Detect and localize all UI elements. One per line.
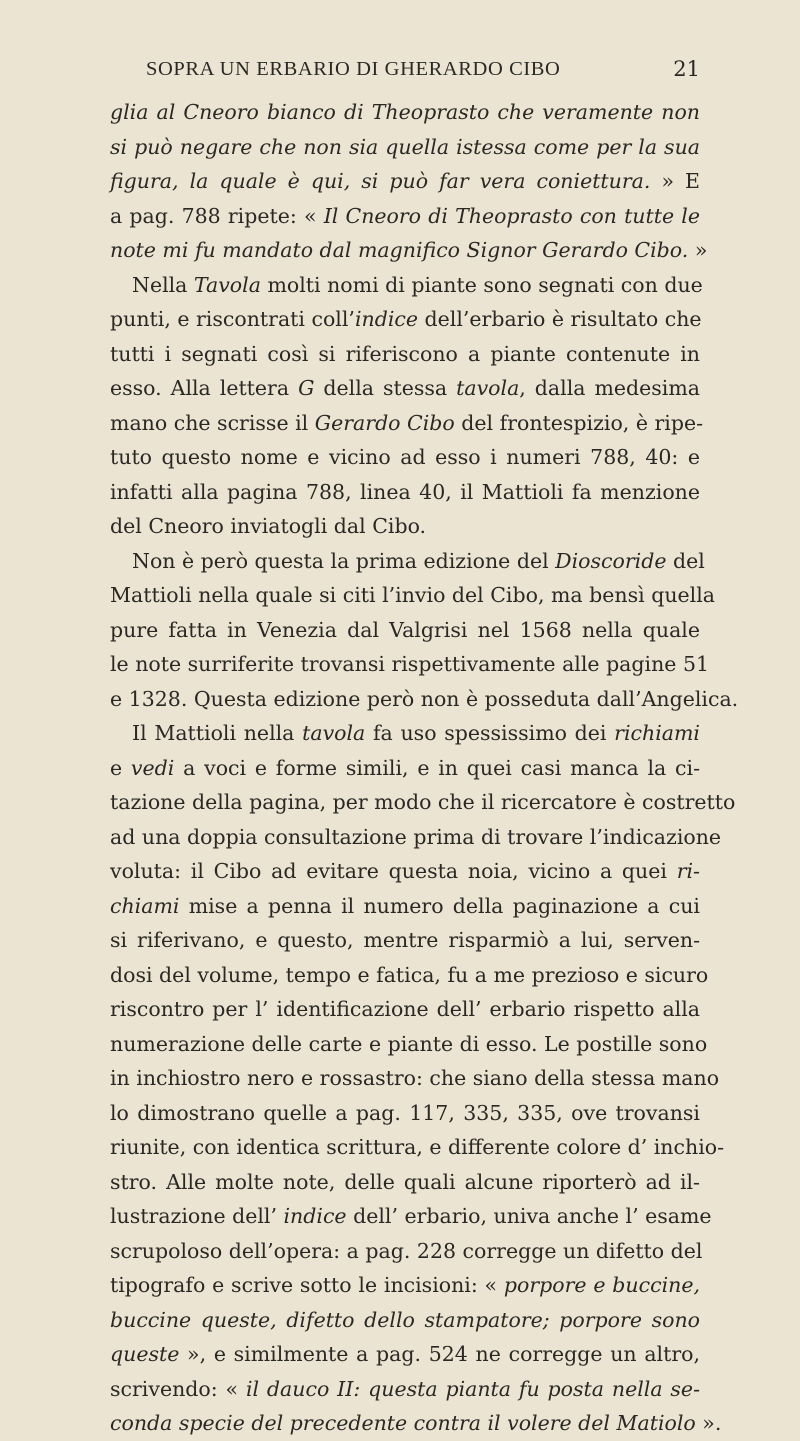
text-segment: del xyxy=(666,548,705,573)
text-segment: Il Mattioli nella xyxy=(132,721,303,745)
text-segment: infatti alla pagina 788, linea 40, il Mattioli fa menzione xyxy=(110,479,700,504)
text-line xyxy=(110,889,700,924)
italic-text-segment: buccine queste, difetto dello stampatore; porpore sono xyxy=(110,1307,700,1332)
text-line xyxy=(110,371,700,406)
text-segment: le note surriferite trovansi rispettivamente alle pagine 51 xyxy=(110,652,710,676)
text-line xyxy=(110,958,709,993)
text-line xyxy=(110,820,722,855)
text-segment: punti, e riscontrati coll’ xyxy=(110,307,355,331)
italic-text-segment: figura, la quale è qui, si può far vera coniettura. xyxy=(110,169,651,193)
text-segment: stro. Alle molte note, delle quali alcune riporterò ad il- xyxy=(110,1169,700,1194)
page-number: 21 xyxy=(673,57,700,81)
text-segment: Mattioli nella quale si citi l’invio del Cibo, ma bensì quella xyxy=(110,583,716,607)
text-segment: mano che scrisse il xyxy=(110,410,315,435)
text-segment: » xyxy=(688,238,708,262)
running-head-title: SOPRA UN ERBARIO DI GHERARDO CIBO xyxy=(146,58,561,80)
text-segment: voluta: il Cibo ad evitare questa noia, vicino a quei xyxy=(110,859,677,883)
text-segment: tutti i segnati così si riferiscono a piante contenute in xyxy=(110,341,700,366)
text-segment: lustrazione dell’ xyxy=(110,1204,284,1228)
text-line xyxy=(110,1268,700,1303)
text-line xyxy=(110,406,704,441)
text-segment: in inchiostro nero e rossastro: che siano della stessa mano xyxy=(110,1066,720,1090)
text-line xyxy=(110,1027,708,1062)
italic-text-segment: queste xyxy=(110,1342,180,1366)
italic-text-segment: Il Cneoro di Theoprasto con tutte le xyxy=(323,203,700,228)
text-segment: pure fatta in Venezia dal Valgrisi nel 1568 nella quale xyxy=(110,617,700,642)
italic-text-segment: note mi fu mandato dal magnifico Signor Gerardo Cibo. xyxy=(110,238,689,262)
text-segment: tuto questo nome e vicino ad esso i numeri 788, 40: e xyxy=(110,445,700,469)
italic-text-segment: si può negare che non sia quella istessa come per la sua xyxy=(110,134,700,159)
text-segment: tipografo e scrive sotto le incisioni: « xyxy=(110,1273,504,1297)
text-line xyxy=(110,1372,700,1407)
text-line xyxy=(110,854,700,889)
italic-text-segment: Dioscoride xyxy=(555,548,667,573)
text-line xyxy=(110,992,700,1027)
text-line xyxy=(110,1406,722,1441)
italic-text-segment: il dauco II: questa pianta fu posta nella se- xyxy=(245,1376,700,1401)
text-line xyxy=(110,1199,712,1234)
text-segment: e 1328. Questa edizione però non è posseduta dall’Angelica. xyxy=(110,686,739,711)
text-line xyxy=(110,647,710,682)
text-line xyxy=(110,923,700,958)
text-line xyxy=(110,751,700,786)
text-segment: del Cneoro inviatogli dal Cibo. xyxy=(110,514,427,538)
text-segment: , dalla medesima xyxy=(519,376,701,400)
text-line xyxy=(110,302,700,337)
text-segment: Non è però questa la prima edizione del xyxy=(132,548,556,573)
text-segment: a pag. 788 ripete: « xyxy=(110,203,324,228)
text-line xyxy=(110,268,703,303)
text-line xyxy=(110,1165,700,1200)
italic-text-segment: indice xyxy=(283,1204,347,1228)
text-line xyxy=(110,1337,700,1372)
text-segment: tazione della pagina, per modo che il ricercatore è costretto xyxy=(110,790,736,814)
text-segment: del frontespizio, è ripe- xyxy=(454,410,704,435)
text-line xyxy=(110,1303,700,1338)
italic-text-segment: porpore e buccine, xyxy=(503,1273,700,1297)
text-segment: esso. Alla lettera xyxy=(110,376,299,400)
text-segment: numerazione delle carte e piante di esso. Le postille sono xyxy=(110,1031,708,1056)
body-text xyxy=(110,95,739,1441)
text-segment: scrivendo: « xyxy=(110,1376,246,1401)
text-line xyxy=(110,199,700,234)
text-segment: riscontro per l’ identificazione dell’ erbario rispetto alla xyxy=(110,997,700,1021)
text-segment: ad una doppia consultazione prima di trovare l’indicazione xyxy=(110,824,722,849)
text-segment: dosi del volume, tempo e fatica, fu a me prezioso e sicuro xyxy=(110,962,709,987)
text-segment: dell’erbario è risultato che xyxy=(418,307,702,331)
text-segment: dell’ erbario, univa anche l’ esame xyxy=(346,1204,712,1228)
text-line xyxy=(110,440,700,475)
text-line xyxy=(110,95,700,130)
text-segment: Nella xyxy=(132,272,194,297)
text-segment: e xyxy=(110,755,131,780)
text-segment: scrupoloso dell’opera: a pag. 228 corregge un difetto del xyxy=(110,1238,703,1263)
running-head xyxy=(110,58,700,84)
text-segment: a voci e forme simili, e in quei casi manca la ci- xyxy=(174,755,700,780)
text-line xyxy=(110,682,739,717)
italic-text-segment: ri- xyxy=(676,859,700,883)
text-line xyxy=(110,337,700,372)
italic-text-segment: Tavola xyxy=(193,272,261,297)
italic-text-segment: chiami xyxy=(110,893,180,918)
text-line xyxy=(110,544,705,579)
italic-text-segment: tavola xyxy=(302,721,366,745)
text-line xyxy=(110,785,736,820)
text-line xyxy=(110,578,716,613)
text-segment: » E xyxy=(650,169,700,193)
italic-text-segment: indice xyxy=(354,307,418,331)
text-line xyxy=(110,164,700,199)
text-line xyxy=(110,1096,700,1131)
text-line xyxy=(110,613,700,648)
italic-text-segment: richiami xyxy=(614,721,700,745)
text-line xyxy=(110,716,700,751)
italic-text-segment: tavola xyxy=(456,376,520,400)
text-segment: ». xyxy=(695,1411,722,1435)
italic-text-segment: G xyxy=(298,376,315,400)
text-line xyxy=(110,1061,720,1096)
text-line xyxy=(110,475,700,510)
text-line xyxy=(110,1130,725,1165)
text-segment: della stessa xyxy=(314,376,457,400)
italic-text-segment: glia al Cneoro bianco di Theoprasto che veramente non xyxy=(110,100,700,124)
text-segment: fa uso spessissimo dei xyxy=(365,721,615,745)
text-segment: », e similmente a pag. 524 ne corregge un altro, xyxy=(179,1342,700,1366)
text-segment: si riferivano, e questo, mentre risparmiò a lui, serven- xyxy=(110,928,700,952)
italic-text-segment: conda specie del precedente contra il volere del Matiolo xyxy=(110,1411,696,1435)
text-line xyxy=(110,509,700,544)
text-line xyxy=(110,1234,703,1269)
text-segment: molti nomi di piante sono segnati con due xyxy=(260,272,703,297)
text-segment: lo dimostrano quelle a pag. 117, 335, 335, ove trovansi xyxy=(110,1100,700,1125)
text-segment: mise a penna il numero della paginazione a cui xyxy=(179,893,700,918)
text-segment: riunite, con identica scrittura, e differente colore d’ inchio- xyxy=(110,1135,725,1159)
italic-text-segment: vedi xyxy=(130,755,175,780)
text-line xyxy=(110,233,708,268)
italic-text-segment: Gerardo Cibo xyxy=(314,410,455,435)
text-line xyxy=(110,130,700,165)
